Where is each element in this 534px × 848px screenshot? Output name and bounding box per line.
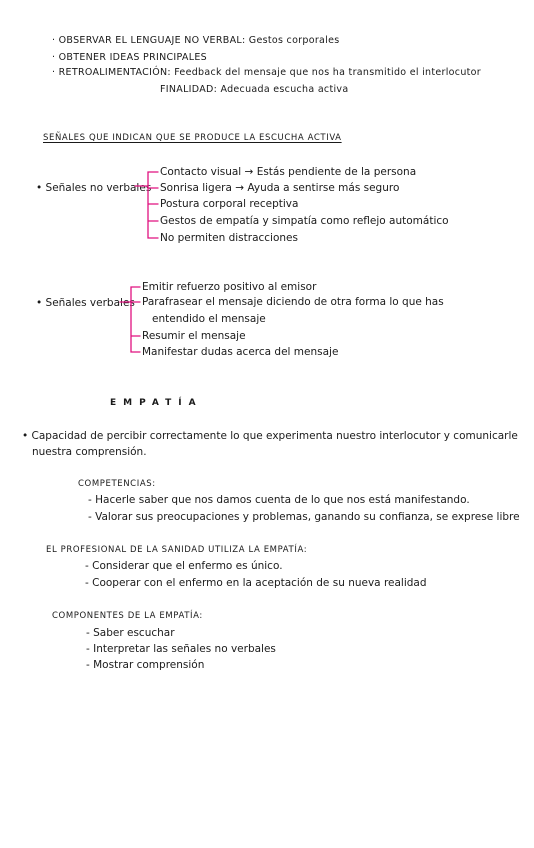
verbal-item: Emitir refuerzo positivo al emisor — [142, 281, 317, 293]
professional-heading: EL PROFESIONAL DE LA SANIDAD UTILIZA LA EMPATÍA: — [46, 545, 308, 555]
empathy-definition: • Capacidad de percibir correctamente lo que experimenta nuestro interlocutor y comunicarle — [22, 430, 518, 442]
intro-finalidad: FINALIDAD: Adecuada escucha activa — [160, 84, 349, 95]
non-verbal-item: Contacto visual → Estás pendiente de la persona — [160, 166, 417, 178]
verbal-item: Parafrasear el mensaje diciendo de otra forma lo que has — [142, 296, 444, 308]
component-item: - Saber escuchar — [86, 627, 175, 639]
competencies-heading: COMPETENCIAS: — [78, 479, 156, 489]
component-item: - Interpretar las señales no verbales — [86, 643, 276, 655]
verbal-label: • Señales verbales — [36, 297, 135, 309]
intro-line-3: · RETROALIMENTACIÓN: Feedback del mensaje que nos ha transmitido el interlocutor — [52, 67, 481, 78]
competency-item: - Hacerle saber que nos damos cuenta de lo que nos está manifestando. — [88, 494, 470, 506]
non-verbal-item: No permiten distracciones — [160, 232, 298, 244]
component-item: - Mostrar comprensión — [86, 659, 205, 671]
non-verbal-label: • Señales no verbales — [36, 182, 152, 194]
components-heading: COMPONENTES DE LA EMPATÍA: — [52, 611, 203, 621]
section-heading: SEÑALES QUE INDICAN QUE SE PRODUCE LA ESCUCHA ACTIVA — [43, 133, 342, 143]
non-verbal-item: Sonrisa ligera → Ayuda a sentirse más seguro — [160, 182, 400, 194]
non-verbal-item: Gestos de empatía y simpatía como reflejo automático — [160, 215, 449, 227]
verbal-item: Resumir el mensaje — [142, 330, 246, 342]
non-verbal-item: Postura corporal receptiva — [160, 198, 299, 210]
empathy-title: EMPATÍA — [110, 398, 203, 408]
professional-item: - Considerar que el enfermo es único. — [85, 560, 283, 572]
verbal-item-continuation: entendido el mensaje — [152, 313, 266, 325]
competency-item: - Valorar sus preocupaciones y problemas, ganando su confianza, se exprese libre — [88, 511, 520, 523]
intro-line-1: · OBSERVAR EL LENGUAJE NO VERBAL: Gestos corporales — [52, 35, 340, 46]
intro-line-2: · OBTENER IDEAS PRINCIPALES — [52, 52, 207, 63]
verbal-item: Manifestar dudas acerca del mensaje — [142, 346, 339, 358]
professional-item: - Cooperar con el enfermo en la aceptación de su nueva realidad — [85, 577, 427, 589]
empathy-definition-cont: nuestra comprensión. — [32, 446, 147, 458]
